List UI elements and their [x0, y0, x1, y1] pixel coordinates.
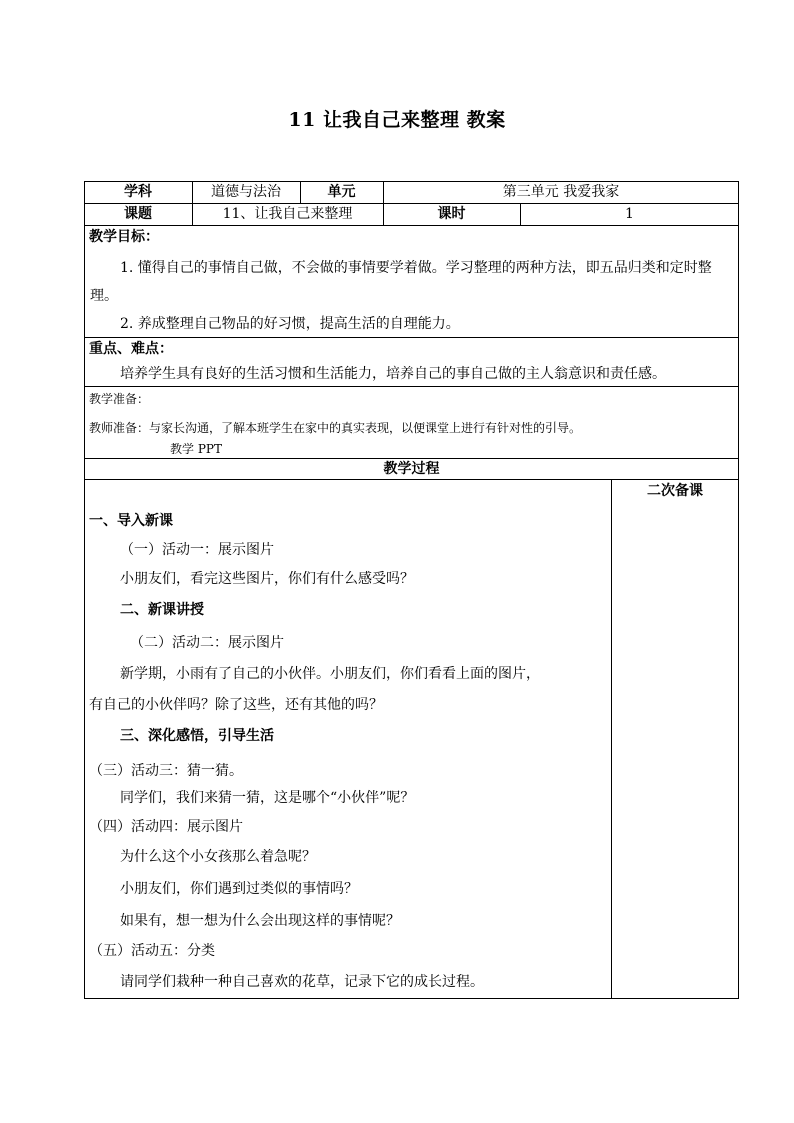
- unit-value: 第三单元 我爱我家: [502, 184, 620, 200]
- process-text: 为什么这个小女孩那么着急呢？: [120, 849, 316, 865]
- topic-value: 11、让我自己来整理: [222, 206, 353, 222]
- col-divider: [611, 479, 612, 999]
- activity-title: （五）活动五：分类: [89, 943, 215, 959]
- topic-label: 课题: [124, 206, 152, 222]
- activity-title: （一）活动一：展示图片: [120, 542, 274, 558]
- row-divider: [84, 479, 739, 480]
- section-heading: 一、导入新课: [89, 513, 173, 529]
- section-heading: 三、深化感悟，引导生活: [120, 728, 274, 744]
- process-text: 如果有，想一想为什么会出现这样的事情呢？: [120, 913, 400, 929]
- goal-item-1: 1. 懂得自己的事情自己做，不会做的事情要学着做。学习整理的两种方法，即五品归类和定时整理。: [90, 260, 712, 304]
- process-text: 小朋友们，看完这些图片，你们有什么感受吗？: [120, 571, 414, 587]
- key-points-text: 培养学生具有良好的生活习惯和生活能力，培养自己的事自己做的主人翁意识和责任感。: [120, 366, 666, 382]
- second-prep-heading: 二次备课: [647, 483, 703, 499]
- goal-item-2: 2. 养成整理自己物品的好习惯，提高生活的自理能力。: [120, 316, 460, 332]
- activity-title: （四）活动四：展示图片: [89, 819, 243, 835]
- hours-label: 课时: [437, 206, 466, 222]
- section-heading: 二、新课讲授: [120, 602, 204, 618]
- row-divider: [84, 225, 739, 226]
- hours-value: 1: [625, 206, 634, 222]
- subject-value: 道德与法治: [211, 184, 281, 200]
- activity-title: （三）活动三：猜一猜。: [89, 763, 243, 779]
- teacher-preparation: 教师准备：与家长沟通，了解本班学生在家中的真实表现，以便课堂上进行有针对性的引导。: [89, 421, 582, 435]
- subject-label: 学科: [124, 184, 152, 200]
- page-title: 11 让我自己来整理 教案: [288, 109, 506, 131]
- process-text: 新学期，小雨有了自己的小伙伴。小朋友们，你们看看上面的图片，: [120, 666, 540, 682]
- ppt-preparation: 教学 PPT: [170, 442, 222, 456]
- goals-heading: 教学目标：: [89, 229, 159, 245]
- activity-title: （二）活动二：展示图片: [130, 635, 284, 651]
- row-divider: [84, 337, 739, 338]
- row-divider: [84, 386, 739, 387]
- key-points-heading: 重点、难点：: [89, 341, 173, 357]
- process-text: 同学们，我们来猜一猜，这是哪个“小伙伴”呢？: [120, 790, 415, 806]
- process-text: 有自己的小伙伴吗？除了这些，还有其他的吗？: [89, 697, 383, 713]
- process-text: 小朋友们，你们遇到过类似的事情吗？: [120, 881, 358, 897]
- process-heading: 教学过程: [383, 461, 440, 477]
- unit-label: 单元: [327, 184, 356, 200]
- process-text: 请同学们栽种一种自己喜欢的花草，记录下它的成长过程。: [120, 974, 484, 990]
- preparation-heading: 教学准备：: [89, 392, 150, 406]
